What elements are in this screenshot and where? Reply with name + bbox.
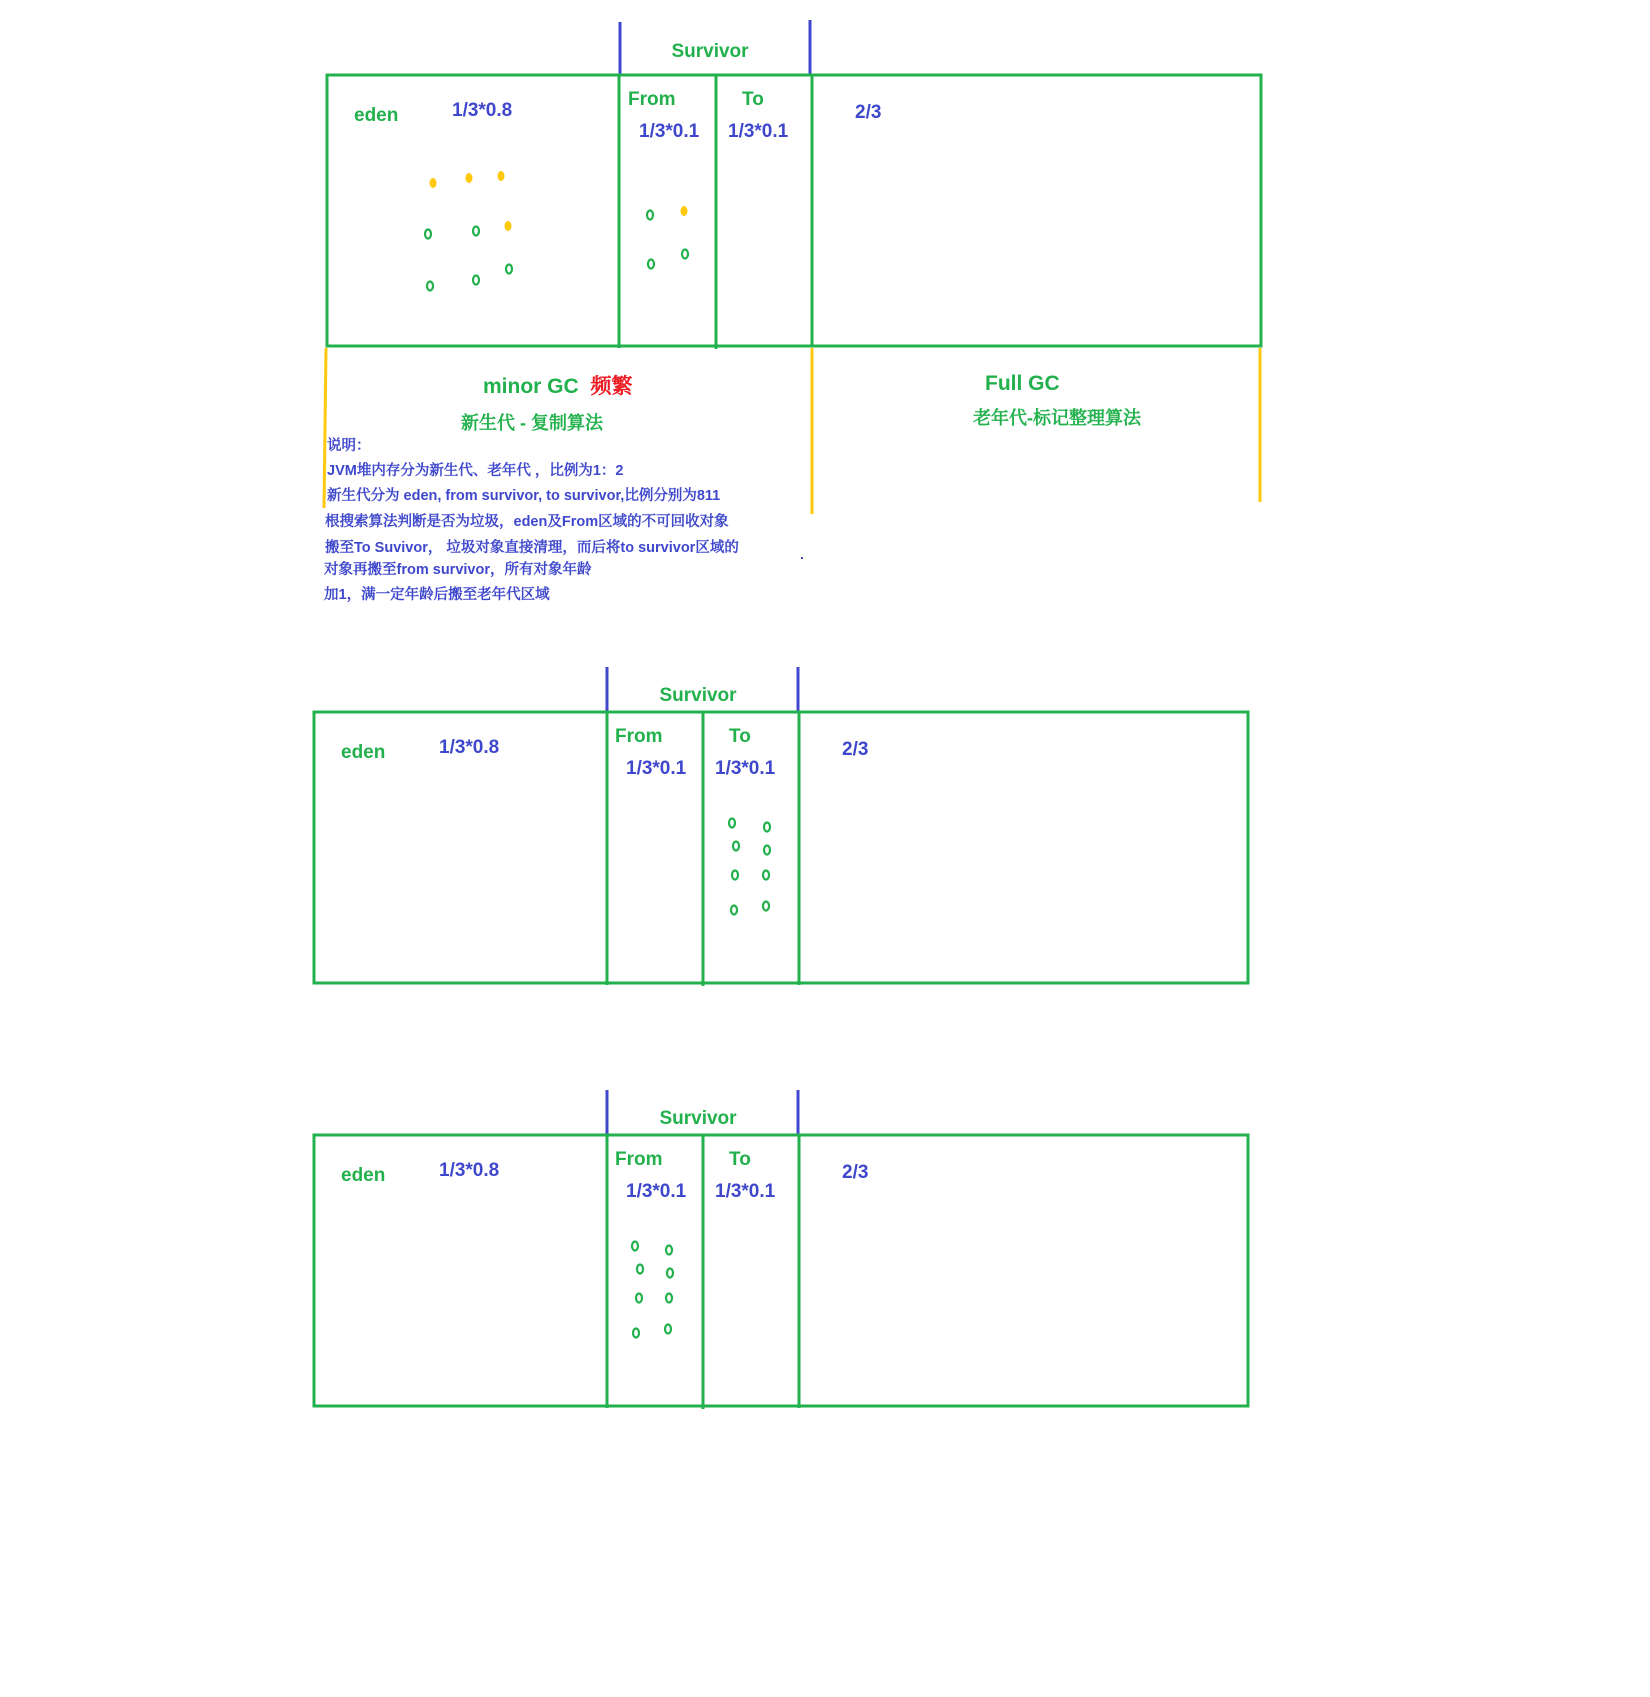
from-objects bbox=[647, 206, 688, 269]
old-gen-ratio: 2/3 bbox=[842, 739, 869, 760]
live-object bbox=[764, 846, 770, 855]
heap-diagram-3 bbox=[314, 1090, 1248, 1409]
garbage-object bbox=[681, 206, 688, 216]
live-object bbox=[733, 842, 739, 851]
minor-gc-label: minor GC bbox=[483, 375, 579, 398]
to-label: To bbox=[742, 89, 764, 110]
from-label: From bbox=[628, 89, 676, 110]
live-object bbox=[632, 1242, 638, 1251]
note-line: 加1，满一定年龄后搬至老年代区域 bbox=[324, 587, 550, 603]
eden-ratio: 1/3*0.8 bbox=[439, 1160, 500, 1181]
explanation-notes bbox=[323, 436, 739, 603]
from-ratio: 1/3*0.1 bbox=[626, 758, 687, 779]
live-object bbox=[732, 871, 738, 880]
heap-diagram-2 bbox=[314, 667, 1248, 986]
note-line: 说明： bbox=[327, 438, 371, 454]
from-ratio: 1/3*0.1 bbox=[626, 1181, 687, 1202]
eden-label: eden bbox=[354, 105, 399, 126]
minor-gc-title bbox=[483, 374, 633, 398]
garbage-object bbox=[505, 221, 512, 231]
eden-objects bbox=[425, 171, 512, 291]
live-object bbox=[729, 819, 735, 828]
note-line: 根搜索算法判断是否为垃圾，eden及From区域的不可回收对象 bbox=[325, 514, 729, 530]
live-object bbox=[473, 276, 479, 285]
live-object bbox=[506, 265, 512, 274]
to-objects bbox=[729, 819, 770, 915]
full-gc-title: Full GC bbox=[985, 372, 1060, 395]
live-object bbox=[665, 1325, 671, 1334]
to-label: To bbox=[729, 1149, 751, 1170]
live-object bbox=[682, 250, 688, 259]
minor-gc-frequency-note: 频繁 bbox=[590, 375, 633, 398]
live-object bbox=[763, 871, 769, 880]
eden-ratio: 1/3*0.8 bbox=[439, 737, 500, 758]
survivor-label: Survivor bbox=[659, 1108, 737, 1129]
to-ratio: 1/3*0.1 bbox=[715, 758, 776, 779]
young-gen-subtitle: 新生代 - 复制算法 bbox=[461, 413, 603, 433]
live-object bbox=[637, 1265, 643, 1274]
live-object bbox=[731, 906, 737, 915]
live-object bbox=[667, 1269, 673, 1278]
garbage-object bbox=[430, 178, 437, 188]
from-objects bbox=[632, 1242, 673, 1338]
eden-ratio: 1/3*0.8 bbox=[452, 100, 513, 121]
note-line: JVM堆内存分为新生代、老年代 ，比例为1：2 bbox=[327, 463, 624, 479]
garbage-object bbox=[498, 171, 505, 181]
from-label: From bbox=[615, 1149, 663, 1170]
note-line: 对象再搬至from survivor，所有对象年龄 bbox=[324, 562, 592, 578]
old-gen-subtitle: 老年代-标记整理算法 bbox=[973, 408, 1141, 428]
live-object bbox=[666, 1294, 672, 1303]
live-object bbox=[763, 902, 769, 911]
from-label: From bbox=[615, 726, 663, 747]
note-line: 新生代分为 eden, from survivor, to survivor,比例分别为811 bbox=[327, 488, 721, 504]
survivor-label: Survivor bbox=[671, 41, 749, 62]
live-object bbox=[647, 211, 653, 220]
live-object bbox=[648, 260, 654, 269]
live-object bbox=[427, 282, 433, 291]
eden-label: eden bbox=[341, 742, 386, 763]
eden-label: eden bbox=[341, 1165, 386, 1186]
survivor-label: Survivor bbox=[659, 685, 737, 706]
live-object bbox=[636, 1294, 642, 1303]
stray-dot bbox=[801, 557, 803, 559]
live-object bbox=[473, 227, 479, 236]
young-gen-boundary-left bbox=[324, 348, 326, 508]
live-object bbox=[666, 1246, 672, 1255]
heap-diagram-1 bbox=[323, 20, 1261, 603]
to-ratio: 1/3*0.1 bbox=[715, 1181, 776, 1202]
live-object bbox=[764, 823, 770, 832]
to-ratio: 1/3*0.1 bbox=[728, 121, 789, 142]
note-line: 搬至To Suvivor， 垃圾对象直接清理，而后将to survivor区域的 bbox=[325, 540, 739, 556]
old-gen-ratio: 2/3 bbox=[842, 1162, 869, 1183]
old-gen-ratio: 2/3 bbox=[855, 102, 882, 123]
from-ratio: 1/3*0.1 bbox=[639, 121, 700, 142]
live-object bbox=[633, 1329, 639, 1338]
garbage-object bbox=[466, 173, 473, 183]
live-object bbox=[425, 230, 431, 239]
to-label: To bbox=[729, 726, 751, 747]
